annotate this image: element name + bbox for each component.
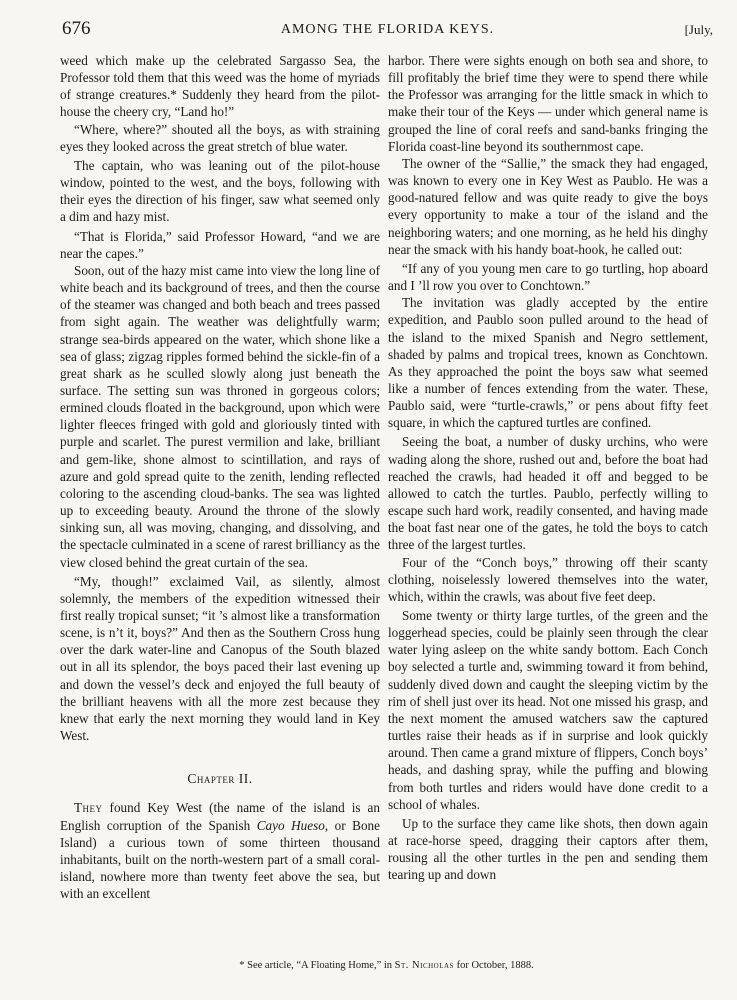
paragraph: Up to the surface they came like shots, then down again at race-horse speed, dragging their captors after them, rousing all the other turtles in the pen and sending them tearing up and down	[388, 815, 708, 883]
paragraph: Some twenty or thirty large turtles, of the green and the loggerhead species, could be plainly seen through the clear water lying asleep on the white sandy bottom. Each Conch boy selected a turtle and, swimming toward it from behind, suddenly dived down and caught the sleeping victim by the rim of shell just over its head. Not one missed his grasp, and the next moment the amused watchers saw the captured turtles raise their heads as if in surprise and look quickly around. Then came a grand mixture of flippers, Conch boys’ heads, and dashing spray, while the puffing and blowing from both turtles and riders would have done credit to a school of whales.	[388, 608, 708, 812]
paragraph: “If any of you young men care to go turtling, hop aboard and I ’ll row you over to Conchtown.”	[388, 260, 708, 294]
left-column	[60, 52, 380, 902]
footnote	[60, 960, 713, 971]
paragraph: Seeing the boat, a number of dusky urchins, who were wading along the shore, rushed out and, before the boat had reached the crawls, had headed it off and begged to be allowed to catch the turtles. Paublo, perfectly willing to escape such hard work, readily consented, and having made the boat fast near one of the gates, he told the boys to catch three of the largest turtles.	[388, 434, 708, 553]
paragraph: weed which make up the celebrated Sargasso Sea, the Professor told them that this weed was the home of myriads of strange creatures.* Suddenly they heard from the pilot-house the cheery cry, “Land ho!”	[60, 53, 380, 120]
chapter-heading: Chapter II.	[187, 771, 253, 787]
page-number: 676	[62, 18, 91, 39]
paragraph	[60, 799, 380, 902]
paragraph-text: , or Bone Island) a curious town of some thirteen thousand inhabitants, built on the north-western part of a small coral-island, nowhere more than twenty feet above the sea, but with an excellent	[60, 817, 380, 902]
paragraph: The owner of the “Sallie,” the smack they had engaged, was known to every one in Key West as Paublo. He was a good-natured fellow and was quite ready to give the boys every opportunity to make a tour of the island and the neighboring waters; and one morning, as he held his dinghy near the smack with his handy boat-hook, he called out:	[388, 155, 708, 257]
paragraph: Soon, out of the hazy mist came into view the long line of white beach and its background of trees, and then the course of the steamer was changed and both beach and trees passed from sight again. The weather was delightfully warm; strange sea-birds appeared on the water, which shone like a sea of glass; zigzag ripples formed behind the sickle-fin of a great shark as he sculled slowly along just beneath the surface. The setting sun was throned in gorgeous colors; ermined clouds floated in the background, upon which were lighter fleeces fringed with gold and gloriously tinted with purple and scarlet. The purest vermilion and lake, brilliant and gem-like, shone almost to scintillation, and rays of azure and gold spread quite to the zenith, lending reflected coloring to the ascending cloud-banks. The sea was lighted up to exceeding beauty. Around the throne of the slowly sinking sun, all was moving, changing, and dissolving, and the spectacle culminated in a scene of rarest brilliancy as the view closed behind the great curtain of the sea.	[60, 262, 380, 570]
paragraph: Four of the “Conch boys,” throwing off their scanty clothing, noiselessly lowered themselves into the water, which, within the crawls, was about five feet deep.	[388, 554, 708, 604]
running-title: AMONG THE FLORIDA KEYS.	[280, 22, 495, 37]
paragraph: The captain, who was leaning out of the pilot-house window, pointed to the west, and the boys, following with their eyes the direction of his finger, saw what seemed only a dim and hazy mist.	[60, 157, 380, 225]
paragraph: “My, though!” exclaimed Vail, as silently, almost solemnly, the members of the expedition witnessed their first really tropical sunset; “it ’s almost like a transformation scene, is n’t it, boys?” And then as the Southern Cross hung over the dark water-line and Canopus of the South blazed out in all its splendor, the boys paced their last evening up and down the vessel’s deck and enjoyed the full beauty of the brilliant heavens with all the more zest because they knew that early the next morning they would land in Key West.	[60, 573, 380, 744]
chapter-lead-word: They	[74, 800, 103, 816]
paragraph: The invitation was gladly accepted by the entire expedition, and Paublo soon pulled around to the head of the island to the mixed Spanish and Negro settlement, shaded by palms and tropical trees, known as Conchtown. As they approached the point the boys saw what seemed like a number of fences extending from the water. These, Paublo said, were “turtle-crawls,” or pens about fifty feet square, in which the captured turtles are confined.	[388, 295, 708, 431]
page-header	[62, 18, 713, 44]
paragraph: “Where, where?” shouted all the boys, as with straining eyes they looked across the great stretch of blue water.	[60, 121, 380, 154]
right-column	[388, 52, 708, 884]
paragraph: “That is Florida,” said Professor Howard, “and we are near the capes.”	[60, 228, 380, 261]
italic-phrase: Cayo Hueso	[256, 817, 325, 833]
paragraph: harbor. There were sights enough on both sea and shore, to fill profitably the brief time they were to spend there while the Professor was arranging for the little smack in which to make their tour of the Keys — under which general name is grouped the line of coral reefs and sand-banks fringing the Florida coast-line beyond its southernmost cape.	[388, 53, 708, 154]
header-month: [July,	[684, 22, 713, 37]
footnote-text: for October, 1888.	[453, 960, 534, 971]
paragraph-text: found Key West (the name of the island is an English corruption of the Spanish	[60, 800, 380, 833]
footnote-text: * See article, “A Floating Home,” in	[239, 960, 395, 971]
footnote-magazine: St. Nicholas	[394, 960, 454, 971]
